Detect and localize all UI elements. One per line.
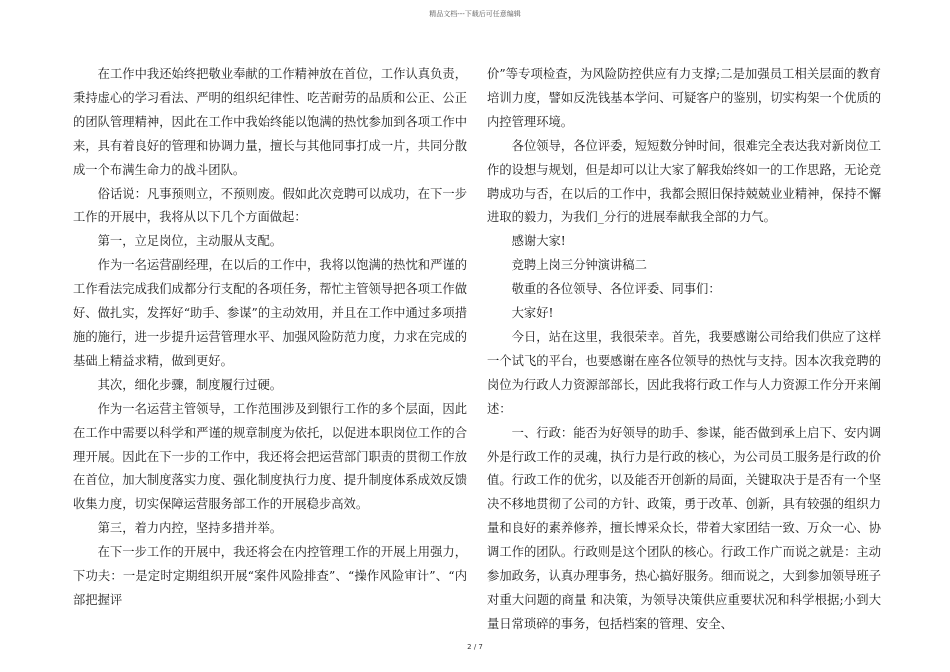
page-number: 2 / 7: [467, 643, 483, 651]
closing-line: 感谢大家!: [487, 234, 566, 249]
paragraph: 作为一名运营副经理，在以后的工作中，我将以饱满的热忱和严谨的工作看法完成我们成都分行支配的各项任务，帮忙主管领导把各项工作做好、做扎实，发挥好“助手、参谋”的主动效用，并且在工作中通过多项措施的施行，进一步提升运营管理水平、加强风险防范力度，力求在完成的基础上精益求精，做到更好。: [73, 258, 467, 368]
salutation: 敬重的各位领导、各位评委、同事们：: [487, 282, 721, 297]
paragraph: 今日，站在这里，我很荣幸。首先，我要感谢公司给我们供应了这样一个试飞的平台，也要感谢在座各位领导的热忱与支持。因本次我竞聘的岗位为行政人力资源部部长，因此我将行政工作与人力资源工作分开来阐述：: [487, 329, 881, 416]
paragraph: 价”等专项检查，为风险防控供应有力支撑;二是加强员工相关层面的教育培训力度，譬如反洗钱基本学问、可疑客户的鉴别，切实构架一个优质的内控管理环境。: [487, 67, 881, 129]
greeting: 大家好!: [487, 306, 554, 321]
paragraph: 俗话说：凡事预则立，不预则废。假如此次竞聘可以成功，在下一步工作的开展中，我将从以下几个方面做起：: [73, 186, 467, 225]
left-column: [73, 63, 467, 613]
right-column: [487, 63, 881, 637]
page-header: 精品文档---下载后可任意编辑: [429, 10, 521, 18]
section-heading: 第三，着力内控，坚持多措并举。: [73, 521, 283, 536]
section-heading: 第一，立足岗位，主动服从支配。: [73, 234, 283, 249]
paragraph: 一、行政：能否为好领导的助手、参谋，能否做到承上启下、安内调外是行政工作的灵魂，执行力是行政的核心，为公司员工服务是行政的价值。行政工作的优劣，以及能否开创新的局面，关键取决于是否有一个坚决不移地贯彻了公司的方针、政策，勇于改革、创新，具有较强的组织力量和良好的素养修养，擅长博采众长，带着大家团结一致、万众一心、协调工作的团队。行政则是这个团队的核心。行政工作广而说之就是：主动参加政务，认真办理事务，热心搞好服务。细而说之，大到参加领导班子对重大问题的商量 和决策，为领导决策供应重要状况和科学根据;小到大量日常琐碎的事务，包括档案的管理、安全、: [487, 425, 881, 631]
paragraph: 在工作中我还始终把敬业奉献的工作精神放在首位，工作认真负责，秉持虚心的学习看法、严明的组织纪律性、吃苦耐劳的品质和公正、公正的团队管理精神，因此在工作中我始终能以饱满的热忱参加到各项工作中来，具有着良好的管理和协调力量，擅长与其他同事打成一片，共同分散成一个布满生命力的战斗团队。: [73, 67, 467, 177]
paragraph: 在下一步工作的开展中，我还将会在内控管理工作的开展上用强力，下功夫：一是定时定期组织开展“案件风险排查”、“操作风险审计”、“内部把握评: [73, 545, 467, 607]
speech-title: 竞聘上岗三分钟演讲稿二: [487, 258, 647, 273]
paragraph: 各位领导，各位评委，短短数分钟时间，很难完全表达我对新岗位工作的设想与规划，但是却可以让大家了解我始终如一的工作思路，无论竞聘成功与否，在以后的工作中，我都会照旧保持兢兢业业精神，保持不懈进取的毅力，为我们_分行的进展奉献我全部的力气。: [487, 138, 881, 225]
section-heading: 其次，细化步骤，制度履行过硬。: [73, 377, 283, 392]
paragraph: 作为一名运营主管领导，工作范围涉及到银行工作的多个层面，因此在工作中需要以科学和严谨的规章制度为依托，以促进本职岗位工作的合理开展。因此在下一步的工作中，我还将会把运营部门职责的贯彻工作放在首位，加大制度落实力度、强化制度执行力度、提升制度体系成效反馈收集力度，切实保障运营服务部工作的开展稳步高效。: [73, 401, 467, 512]
